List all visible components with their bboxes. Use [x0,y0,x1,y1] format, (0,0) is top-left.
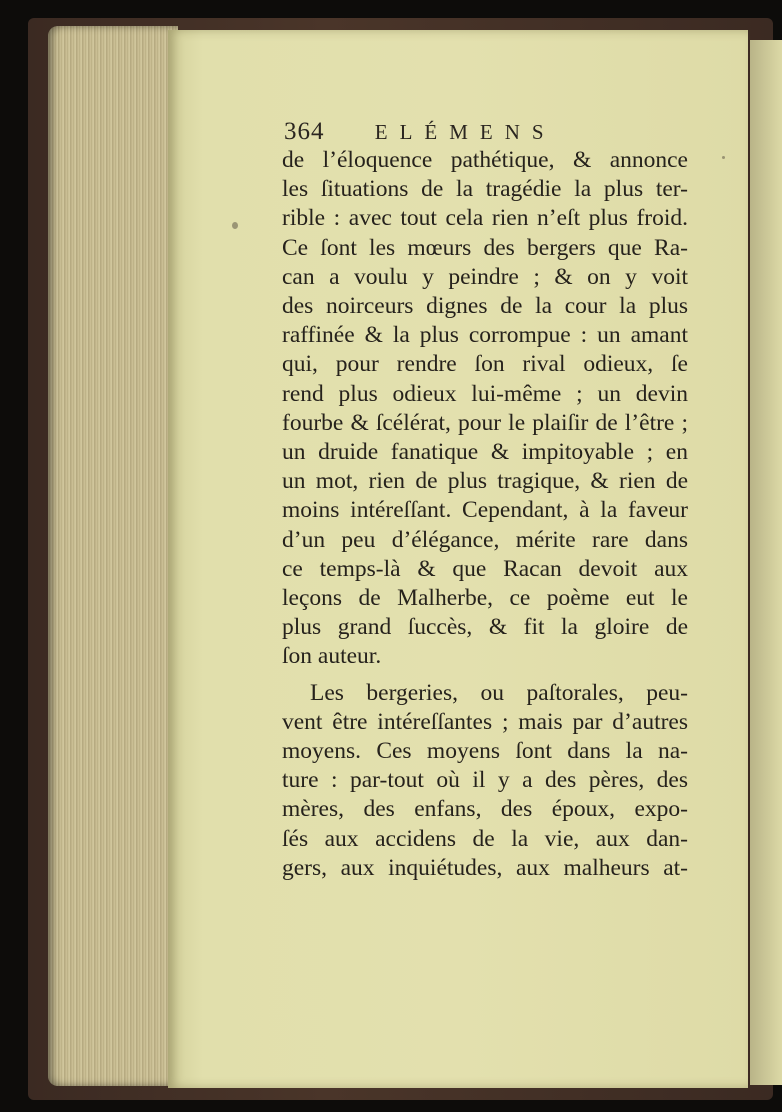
text-line: les ſituations de la tragédie la plus ter- [282,176,688,203]
page-edges [48,26,178,1086]
paragraph [282,146,688,672]
page-number: 364 [284,118,325,145]
text-line: un mot, rien de plus tragique, & rien de [282,468,688,495]
text-line: rible : avec tout cela rien n’eſt plus froid. [282,205,688,232]
text-line: des noirceurs dignes de la cour la plus [282,293,688,320]
text-line: qui, pour rendre ſon rival odieux, ſe [282,351,688,378]
text-line: vent être intéreſſantes ; mais par d’autres [282,708,688,735]
page-header [284,118,704,146]
text-line: raffinée & la plus corrompue : un amant [282,322,688,349]
text-line: leçons de Malherbe, ce poème eut le [282,585,688,612]
text-line: can a voulu y peindre ; & on y voit [282,263,688,290]
text-line: moins intéreſſant. Cependant, à la faveur [282,497,688,524]
facing-page-edge [750,40,782,1085]
text-line: rend plus odieux lui-même ; un devin [282,380,688,407]
paper-spot [722,156,725,159]
text-line: fourbe & ſcélérat, pour le plaiſir de l’être ; [282,409,688,436]
text-line: ture : par-tout où il y a des pères, des [282,767,688,794]
paper-spot [232,222,238,229]
text-line: mères, des enfans, des époux, expo- [282,796,688,823]
text-line: de l’éloquence pathétique, & annonce [282,147,688,173]
text-line: gers, aux inquiétudes, aux malheurs at- [282,854,688,881]
text-line: moyens. Ces moyens ſont dans la na- [282,738,688,765]
paragraph [282,679,688,883]
text-line: ſés aux accidens de la vie, aux dan- [282,825,688,852]
text-line: ce temps-là & que Racan devoit aux [282,555,688,582]
text-line: ſon auteur. [282,643,382,670]
text-line: Ce ſont les mœurs des bergers que Ra- [282,234,688,261]
body-text [282,146,688,883]
text-line: plus grand ſuccès, & fit la gloire de [282,614,688,641]
text-line: un druide fanatique & impitoyable ; en [282,439,688,466]
text-line: Les bergeries, ou paſtorales, peu- [310,679,688,706]
text-line: d’un peu d’élégance, mérite rare dans [282,526,688,553]
running-title: ELÉMENS [374,120,556,144]
